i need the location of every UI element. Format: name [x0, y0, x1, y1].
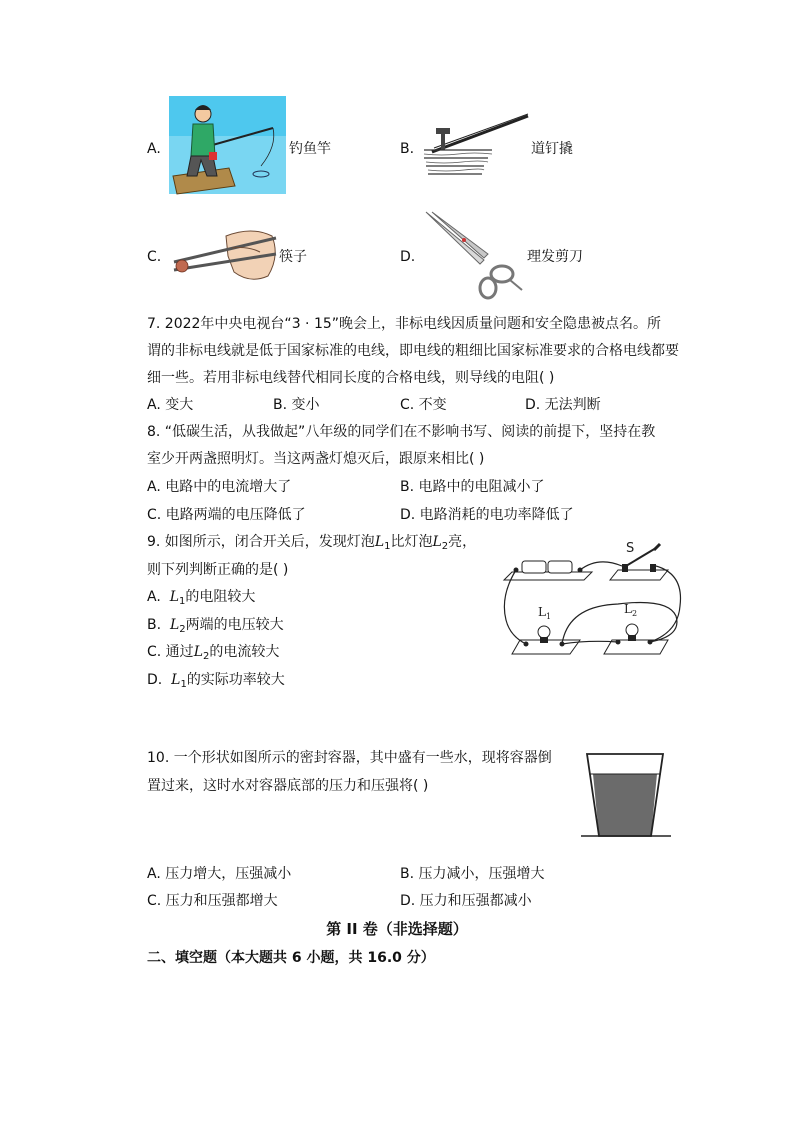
- fill-heading-mid: 小题，共: [306, 950, 363, 966]
- q9-stem-mid: 比灯泡: [390, 534, 433, 550]
- q9-option-c-text: 的电流较大: [209, 644, 280, 660]
- q6-option-d-letter: D.: [400, 249, 416, 265]
- sealed-container-figure: [579, 752, 673, 838]
- q9-option-a-text: 的电阻较大: [185, 589, 256, 605]
- q6-option-a-text: 钓鱼竿: [289, 141, 331, 157]
- q9-option-d-letter: D.: [147, 672, 163, 688]
- q6-option-b-letter: B.: [400, 141, 415, 157]
- q7-stem-line-1: 7. 2022年中央电视台“3 · 15”晚会上，非标电线因质量问题和安全隐患被点名。所: [147, 316, 662, 332]
- spike-pry-bar-image: [422, 114, 532, 180]
- fill-heading-post: 分）: [406, 950, 435, 966]
- q9-option-c-subscript: 2: [202, 651, 210, 662]
- q9-l1-symbol: L: [374, 534, 385, 550]
- circuit-l2-subscript: 2: [632, 609, 638, 618]
- q9-option-d: [147, 670, 285, 695]
- q9-l1-subscript: 1: [384, 541, 391, 552]
- q10-option-a: A. 压力增大，压强减小: [147, 866, 292, 882]
- q7-stem-line-3: 细一些。若用非标电线替代相同长度的合格电线，则导线的电阻( ): [147, 370, 555, 386]
- q9-stem-post: 亮，: [448, 534, 477, 550]
- q9-option-a-symbol: L: [169, 589, 179, 605]
- q10-option-c: C. 压力和压强都增大: [147, 893, 278, 909]
- q10-option-d: D. 压力和压强都减小: [400, 893, 532, 909]
- q8-stem-line-1: 8. “低碳生活，从我做起”八年级的同学们在不影响书写、阅读的前提下，坚持在教: [147, 424, 656, 440]
- q9-option-b-letter: B.: [147, 617, 162, 633]
- hair-scissors-image: [424, 210, 524, 302]
- q8-option-a: A. 电路中的电流增大了: [147, 479, 292, 495]
- q6-option-c-letter: C.: [147, 249, 162, 265]
- q9-option-b-text: 两端的电压较大: [185, 617, 284, 633]
- q9-option-c: [147, 642, 279, 667]
- q7-option-a: A. 变大: [147, 397, 194, 413]
- q9-stem-pre: 9. 如图所示，闭合开关后，发现灯泡: [147, 534, 375, 550]
- q6-option-c-text: 筷子: [279, 249, 307, 265]
- circuit-l2-label: L: [624, 602, 632, 616]
- q7-option-d: D. 无法判断: [525, 397, 601, 413]
- circuit-l1-label: L: [538, 605, 546, 619]
- q6-option-a-letter: A.: [147, 141, 161, 157]
- q10-stem-line-1: 10. 一个形状如图所示的密封容器，其中盛有一些水，现将容器倒: [147, 750, 552, 766]
- q9-stem-line-2: 则下列判断正确的是( ): [147, 562, 289, 578]
- q9-stem-line-1: [147, 532, 476, 557]
- q9-option-d-subscript: 1: [180, 679, 187, 690]
- q9-option-b-subscript: 2: [179, 624, 186, 635]
- q9-l2-subscript: 2: [441, 541, 449, 552]
- q9-option-c-symbol: L: [193, 644, 203, 660]
- q9-option-d-symbol: L: [171, 672, 181, 688]
- q9-option-a: [147, 587, 255, 612]
- q8-option-d: D. 电路消耗的电功率降低了: [400, 507, 574, 523]
- fill-heading-points: 16.0: [367, 950, 402, 966]
- q8-option-c: C. 电路两端的电压降低了: [147, 507, 306, 523]
- q9-option-d-text: 的实际功率较大: [186, 672, 285, 688]
- chopsticks-image: [172, 226, 280, 286]
- circuit-switch-label: S: [626, 541, 635, 556]
- fill-in-heading: [147, 948, 435, 968]
- q6-option-d-text: 理发剪刀: [527, 249, 583, 265]
- q10-option-b: B. 压力减小，压强增大: [400, 866, 545, 882]
- q10-stem-line-2: 置过来，这时水对容器底部的压力和压强将( ): [147, 778, 429, 794]
- q7-option-c: C. 不变: [400, 397, 447, 413]
- q9-l2-symbol: L: [432, 534, 442, 550]
- q9-option-a-letter: A.: [147, 589, 161, 605]
- q7-option-b: B. 变小: [273, 397, 320, 413]
- circuit-diagram: [498, 536, 688, 672]
- section-title: 第 II 卷（非选择题）: [326, 920, 468, 938]
- q6-option-b-text: 道钉撬: [531, 141, 573, 157]
- q9-option-b: [147, 615, 284, 640]
- q9-option-a-subscript: 1: [178, 596, 186, 607]
- q7-stem-line-2: 谓的非标电线就是低于国家标准的电线，即电线的粗细比国家标准要求的合格电线都要: [147, 343, 679, 359]
- q9-option-b-symbol: L: [169, 617, 180, 633]
- q8-option-b: B. 电路中的电阻减小了: [400, 479, 545, 495]
- fill-heading-count: 6: [291, 950, 302, 966]
- q8-stem-line-2: 室少开两盏照明灯。当这两盏灯熄灭后，跟原来相比( ): [147, 451, 485, 467]
- circuit-l1-subscript: 1: [546, 612, 552, 621]
- fill-heading-pre: 二、填空题（本大题共: [147, 950, 287, 966]
- fishing-rod-image: [169, 96, 286, 194]
- q9-option-c-pre: C. 通过: [147, 644, 194, 660]
